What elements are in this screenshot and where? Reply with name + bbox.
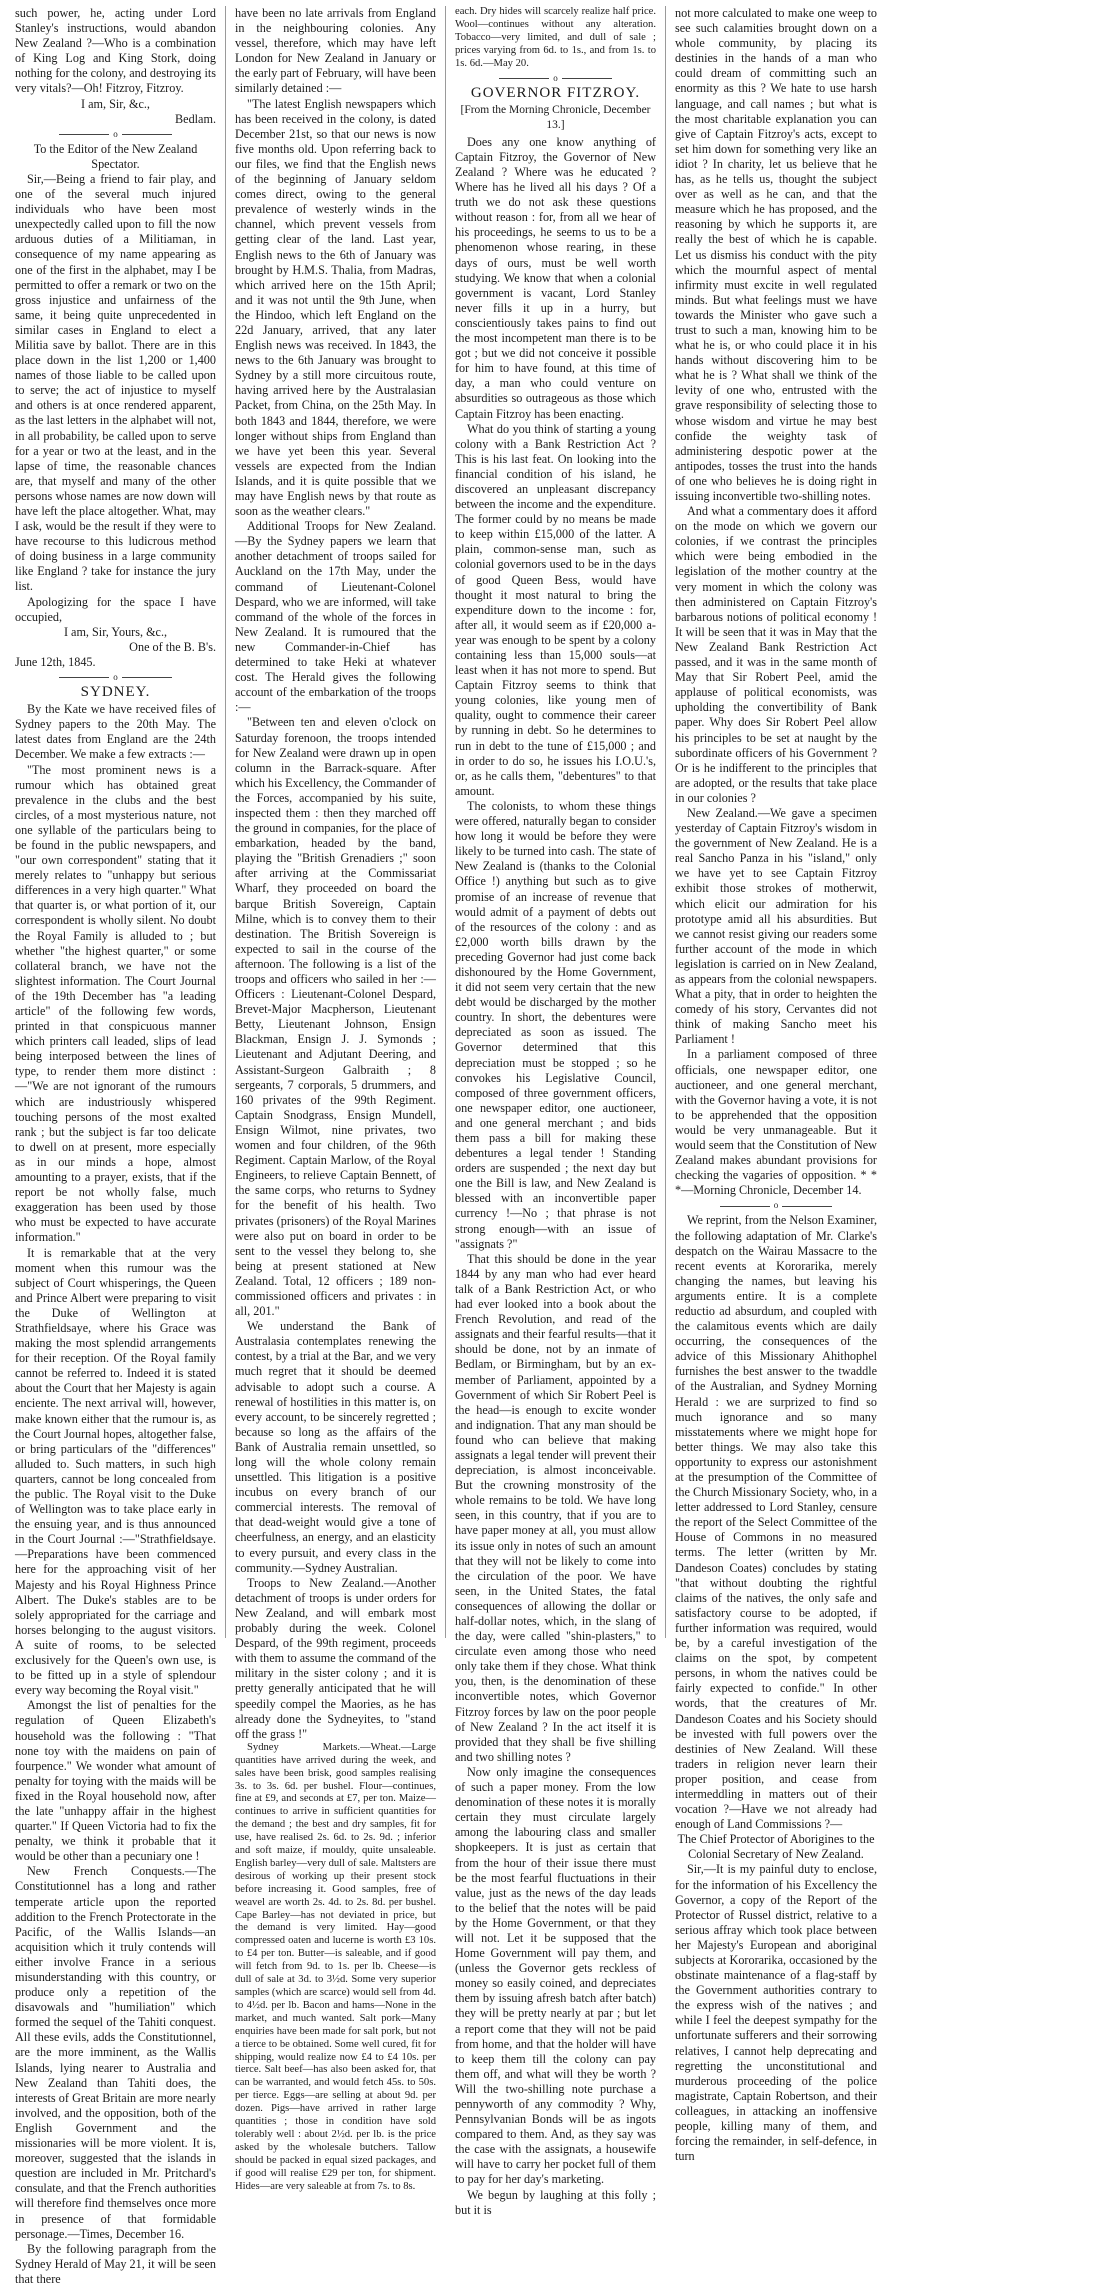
article-source: [From the Morning Chronicle, December 13.] — [460, 103, 651, 131]
article-paragraph: "Between ten and eleven o'clock on Saturday forenoon, the troops intended for New Zealand were drawn up in open column in the Barrack-square. After which his Excellency, the Commander of the Forces, accompanied by his suite, inspected them : then they marched off the ground in companies, for the place of embarkation, headed by the band, playing the "British Grenadiers ;" soon after arriving at the Commissariat Wharf, they proceeded on board the barque British Sovereign, Captain Milne, which is to convey them to their destination. The British Sovereign is expected to sail in the course of the afternoon. The following is a list of the troops and officers who sailed in her :—Officers : Lieutenant-Colonel Despard, Brevet-Major Macpherson, Lieutenant Betty, Lieutenant Johnson, Ensign Blackman, Ensign J. J. Symonds ; Lieutenant and Adjutant Deering, and Assistant-Surgeon Galbraith ; 8 sergeants, 7 corporals, 5 drummers, and 160 privates of the 99th Regiment. Captain Snodgrass, Ensign Mundell, Ensign Wilmot, nine privates, two women and four children, of the 96th Regiment. Captain Marlow, of the Royal Engineers, to relieve Captain Bennett, of the same corps, who returns to Sydney for the benefit of his health. Two privates (prisoners) of the Royal Marines were also put on board in order to be sent to the vessel they belong to, she being at present stationed at New Zealand. Total, 12 officers ; 189 non-commissioned officers and privates : in all, 201." — [235, 715, 436, 1319]
article-paragraph: And what a commentary does it afford on the mode on which we govern our colonies, if we contrast the principles which were being embodied in the legislation of the mother country at the very moment in which the colony was then administered on Captain Fitzroy's barbarous notions of political economy ! It will be seen that it was in May that the New Zealand Bank Restriction Act passed, and it was in the same month of May that Sir Robert Peel, amid the applause of political economists, was upholding the convertibility of Bank paper. Why does Sir Robert Peel allow his principles to be set at naught by the subordinate officers of his Government ? Or is he indifferent to the principles that are adopted, or the results that take place in our colonies ? — [675, 504, 877, 805]
article-paragraph: By the following paragraph from the Sydney Herald of May 21, it will be seen that there — [15, 2241, 216, 2286]
article-paragraph: Sir,—Being a friend to fair play, and one of the several much injured individuals who have been most unexpectedly called upon to fill the now arduous duties of a Militiaman, in consequence of my name appearing as one of the first in the alphabet, may I be permitted to offer a remark or two on the gross injustice and unfairness of the same, it being quite unprecedented in similar cases in England to elect a Militia save by ballot. There are in this place down in the list 1,200 or 1,400 names of those liable to be called upon to serve; the act of injustice to myself and others is at once rendered apparent, as the last letters in the alphabet will not, in all probability, be called upon to serve for a year or two at the least, and in the lapse of time, the reasonable chances are, that myself and many of the other persons whose names are now down will have left the place altogether. What, may I ask, would be the result if they were to have recourse to this ludicrous method of doing business in a large community like England ? take for instance the jury list. — [15, 171, 216, 594]
article-paragraph: What do you think of starting a young colony with a Bank Restriction Act ? This is his last feat. On looking into the financial condition of his island, he discovered an unpleasant discrepancy between the income and the expenditure. The former could by no means be made to keep within £15,000 of the latter. A plain, common-sense man, such as colonial governors used to be in the days of good Queen Bess, would have thought it most natural to bring the expenditure down to the income : for, after all, it would seem as if £20,000 a-year was enough to be spent by a colony containing less than 15,000 souls—at least when it has not more to spend. But Captain Fitzroy seems to think that young colonies, like young men of quality, ought to commence their career by running in debt. So he determines to run in debt to the tune of £15,000 ; and in order to do so, he issues his I.O.U.'s, or, as he calls them, "debentures" to that amount. — [455, 421, 656, 798]
article-paragraph: Amongst the list of penalties for the regulation of Queen Elizabeth's household was the following : "That none toy with the maidens on pain of fourpence." We wonder what amount of penalty for toying with the maids will be fixed in the Royal household now, after the late "unhappy affair in the highest quarter." If Queen Victoria had to fix the penalty, we think it probable that it would be other than a pecuniary one ! — [15, 1698, 216, 1864]
article-paragraph: By the Kate we have received files of Sydney papers to the 20th May. The latest dates from England are the 24th December. We make a few extracts :— — [15, 702, 216, 762]
article-paragraph: Sydney Markets.—Wheat.—Large quantities have arrived during the week, and sales have been brisk, good samples realising 3s. to 3s. 6d. per bushel. Flour—continues, fine at £9, and seconds at £7, per ton. Maize—continues to arrive in sufficient quantities for the demand ; the best and dry samples, fit for use, have realised 2s. 6d. to 2s. 9d. ; inferior and soft maize, if mouldy, quite unsaleable. English barley—very dull of sale. Maltsters are desirous of working up their present stock before increasing it. Good samples, free of weavel are worth 2s. 4d. to 2s. 8d. per bushel. Cape Barley—has not deviated in price, but the demand is very limited. Hay—good compressed oaten and lucerne is worth £3 10s. to £4 per ton. Butter—is saleable, and if good will fetch from 9d. to 1s. per lb. Cheese—is dull of sale at 3d. to 3½d. Some very superior samples (which are scarce) would sell from 4d. to 4½d. per lb. Bacon and hams—None in the market, and much wanted. Salt pork—Many enquiries have been made for salt pork, but not a tierce to be obtained. Some well cured, fit for shipping, would realize now £4 to £4 10s. per tierce. Salt beef—has also been asked for, that can be warranted, and would fetch 45s. to 50s. per tierce. Eggs—are selling at about 9d. per dozen. Pigs—have arrived in rather large quantities ; those in condition have sold tolerably well : about 2½d. per lb. is the price asked by the wholesale butchers. Tallow should be packed in equal sized packages, and if good will realise £29 per ton, for shipment. Hides—are very saleable at from 7s. to 8s. — [235, 1741, 436, 2192]
article-paragraph: have been no late arrivals from England in the neighbouring colonies. Any vessel, therefore, which may have left London for New Zealand in January or the early part of February, will have been similarly detained :— — [235, 6, 436, 96]
article-paragraph: "The most prominent news is a rumour which has obtained great prevalence in the clubs and the best circles, of a most mysterious nature, not one syllable of the particulars being to be found in the public newspapers, and "our own correspondent" stating that it merely relates to "unhappy but serious differences in a very high quarter." What that quarter is, or what portion of it, our correspondent is wholly silent. No doubt the Royal Family is alluded to ; but whether "the highest quarter," or some collateral branch, we have not the slightest information. The Court Journal of the 19th December has "a leading article" of the following few words, printed in that conspicuous manner which printers call leaded, slips of lead being interposed between the lines of type, to render them more distinct :—"We are not ignorant of the rumours which are industriously whispered touching persons of the most exalted rank ; but the subject is far too delicate to dwell on at present, more especially as in our minds a hope, almost amounting to a prayer, exists, that if the report be not wholly false, much exaggeration has been used by those who must be expected to have accurate information." — [15, 762, 216, 1245]
article-paragraph: We understand the Bank of Australasia contemplates renewing the contest, by a trial at the Bar, and we very much regret that it should be deemed advisable to adopt such a course. A renewal of hostilities in this matter is, on every account, to be sincerely regretted ; because so long as the affairs of the Bank of Australia remain unsettled, so long will the whole colony remain unsettled. This litigation is a positive incubus on every branch of our commercial interests. The removal of that dead-weight would give a tone of cheerfulness, an energy, and an elasticity to every pursuit, and every class in the community.—Sydney Australian. — [235, 1319, 436, 1575]
article-paragraph: "The latest English newspapers which has been received in the colony, is dated December 21st, so that our news is now five months old. Upon referring back to our files, we find that the English news of the beginning of January seldom comes direct, owing to the general prevalence of westerly winds in the channel, which prevent vessels from getting clear of the land. Last year, English news to the 6th of January was brought by H.M.S. Thalia, from Madras, which arrived here on the 15th April; and it was not until the 9th June, when the Hindoo, which left England on the 22d January, arrived, that any later English news was received. In 1843, the news to the 6th January was brought to Sydney by a still more circuitous route, having arrived here by the Australasian Packet, from China, on the 25th May. In both 1843 and 1844, therefore, we were longer without ships from England than we have yet been this year. Several vessels are expected from the Indian Islands, and it is quite possible that we may have English news by that route as soon as the weather clears." — [235, 96, 436, 519]
column-4 — [666, 6, 886, 2164]
column-2 — [226, 6, 446, 2192]
article-paragraph: Troops to New Zealand.—Another detachment of troops is under orders for New Zealand, and will embark most probably during the week. Colonel Despard, of the 99th regiment, proceeds with them to assume the command of the military in the sister colony ; and it is pretty generally anticipated that he will speedily compel the Maories, as he has already done the Sydneyites, to "stand off the grass !" — [235, 1575, 436, 1741]
column-3 — [446, 6, 666, 2217]
section-heading: SYDNEY. — [80, 684, 151, 701]
article-paragraph: In a parliament composed of three officials, one newspaper editor, one auctioneer, and one general merchant, with the Governor having a vote, it is not to be apprehended that the opposition would be very unmanageable. But it would seem that the Constitution of New Zealand makes abundant provisions for checking the vagaries of opposition. * * *—Morning Chronicle, December 14. — [675, 1047, 877, 1198]
article-paragraph: not more calculated to make one weep to see such calamities brought down on a whole community, by placing its destinies in the hands of a man who could dream of committing such an enormity as this ? We hate to use harsh language, and call names ; but what is the most charitable explanation you can give of Captain Fitzroy's acts, except to set him down for something very like an idiot ? In charity, let us believe that he has, as he tells us, thought the subject over as well as he can, and that the measure which he has proposed, and the reasoning by which he supports it, are really the best of which he is capable. Let us dismiss his conduct with the pity which the mournful aspect of mental infirmity must excite in well regulated minds. But what feelings must we have towards the Minister who gave such a trust to such a man, knowing him to be what he is, or who could place it in his hands without discovering him to be what he is ? What shall we think of the levity of one who, entrusted with the grave responsibility of selecting those to whose wisdom and virtue he may best confide the weighty task of administering despotic power at the antipodes, tosses the trust into the hands of one who believes he is doing right in issuing inconvertible two-shilling notes. — [675, 6, 877, 503]
article-paragraph: such power, he, acting under Lord Stanley's instructions, would abandon New Zealand ?—Who is a combination of King Log and King Stork, doing nothing for the colony, and destroying its very vitals?—Oh! Fitzroy, Fitzroy. — [15, 6, 216, 96]
article-paragraph: We reprint, from the Nelson Examiner, the following adaptation of Mr. Clarke's despatch on the Wairau Massacre to the recent events at Kororarika, merely changing the names, but leaving his arguments entire. It is a complete reductio ad absurdum, and coupled with the calamitous events which are daily occurring, the consequences of the advice of this Missionary Ahithophel furnishes the best answer to the twaddle of the Australian, and Sydney Morning Herald : we are surprized to find so much ignorance and so many misstatements where we might hope for better things. We may also take this opportunity to express our astonishment at the presumption of the Committee of the Church Missionary Society, who, in a letter addressed to Lord Stanley, censure the report of the Select Committee of the House of Commons in no measured terms. The letter (written by Mr. Dandeson Coates) concludes by stating "that without doubting the rightful claims of the natives, the only safe and satisfactory course to be adopted, if further information was required, would be, by a careful investigation of the claims on the spot, by competent persons, in whom the natives could be fairly expected to confide." In other words, that the creatures of Mr. Dandeson Coates and his Society should be invested with full powers over the destinies of New Zealand. Will these traders in religion never learn their proper position, and cease from intermeddling in matters out of their vocation ?—Have we not already had enough of Land Commissions ?— — [675, 1213, 877, 1832]
article-paragraph: each. Dry hides will scarcely realize half price. Wool—continues without any alteration. Tobacco—very limited, and dull of sale ; prices varying from 6d. to 1s., and from 1s. to 1s. 6d.—May 20. — [455, 6, 656, 69]
article-paragraph: It is remarkable that at the very moment when this rumour was the subject of Court whisperings, the Queen and Prince Albert were preparing to visit the Duke of Wellington at Strathfieldsaye, where his Grace was making the most splendid arrangements for their reception. Of the Royal family cannot be referred to. Indeed it is stated about the Court that her Majesty is again enciente. The next arrival will, however, make known either that the rumour is, as the Court Journal hopes, altogether false, or bring particulars of the "differences" alluded to. Such matters, in such high quarters, cannot be long concealed from the public. The Royal visit to the Duke of Wellington was to take place early in the ensuing year, and is thus announced in the Court Journal :—"Strathfieldsaye.—Preparations have been commenced here for the approaching visit of her Majesty and his Royal Highness Prince Albert. The Duke's stables are to be solely appropriated for the carriage and horses belonging to the august visitors. A suite of rooms, to be selected exclusively for the Queen's own use, is to be fitted up in a style of splendour every way becoming the Royal visit." — [15, 1245, 216, 1698]
article-paragraph: The colonists, to whom these things were offered, naturally began to consider how long it would be before they were likely to be turned into cash. The state of New Zealand is (thanks to the Colonial Office !) anything but such as to give promise of an increase of revenue that would admit of a payment of debts out of the resources of the colony : and as £2,000 worth bills drawn by the preceding Governor had just come back dishonoured by the Home Government, it did not seem very certain that the new debt would be discharged by the mother country. In short, the debentures were depreciated as soon as issued. The Governor determined that this depreciation must be stopped ; so he convokes his Legislative Council, composed of three government officers, one newspaper editor, one auctioneer, and one general merchant ; and bids them pass a bill for making these debentures a legal tender ! Standing orders are suspended ; the next day but one the Bill is law, and New Zealand is blessed with an inconvertible paper currency !—No ; that phrase is not strong enough—with an issue of "assignats ?" — [455, 798, 656, 1251]
article-paragraph: I am, Sir, &c., — [81, 96, 150, 111]
article-paragraph: June 12th, 1845. — [15, 654, 96, 669]
article-paragraph: The Chief Protector of Aborigines to the Colonial Secretary of New Zealand. — [677, 1832, 875, 1862]
column-1 — [6, 6, 226, 2286]
article-paragraph: Apologizing for the space I have occupied, — [15, 594, 216, 624]
section-heading: GOVERNOR FITZROY. — [470, 84, 641, 101]
article-paragraph: New French Conquests.—The Constitutionnel has a long and rather temperate article upon the reported addition to the French Protectorate in the Pacific, of the Wallis Islands—an acquisition which it truly contends will either involve France in a serious misunderstanding with this country, or produce only a repetition of the disavowals and "humiliation" which formed the sequel of the Tahiti conquest. All these evils, adds the Constitutionnel, are the more imminent, as the Wallis Islands, lying nearer to Australia and New Zealand than Tahiti does, the interests of Great Britain are more nearly involved, and the opposition, both of the English Government and the missionaries will be more violent. It is, moreover, suggested that the islands in question are included in Mr. Pritchard's consulate, and that the French authorities will therefore find themselves once more in presence of that formidable personage.—Times, December 16. — [15, 1864, 216, 2241]
article-paragraph: We begun by laughing at this folly ; but it is — [455, 2187, 656, 2217]
article-paragraph: That this should be done in the year 1844 by any man who had ever heard talk of a Bank Restriction Act, or who had ever looked into a book about the French Revolution, and read of the assignats and their fearful results—that it should be done, not by an inmate of Bedlam, or Birmingham, but by an ex-member of Parliament, appointed by a Government of which Sir Robert Peel is the head—is enough to excite wonder and indignation. That any man should be found who can believe that making assignats a legal tender will prevent their depreciation, is almost inconceivable. But the crowning monstrosity of the whole remains to be told. We have long seen, in this country, that if you are to have paper money at all, you must allow its issue only in notes of such an amount that they will not be likely to come into the circulation of the poor. We have seen, in the United States, the fatal consequences of allowing the dollar or half-dollar notes, which, in the slang of the day, were called "shin-plasters," to circulate even among those who need only take them if they chose. What think you, then, is the denomination of these inconvertible notes, which Governor Fitzroy forces by law on the poor people of New Zealand ? In the act itself it is provided that they shall be five shilling and two shilling notes ? — [455, 1251, 656, 1764]
section-divider: o — [15, 130, 216, 139]
article-paragraph: Sir,—It is my painful duty to enclose, for the information of his Excellency the Governor, a copy of the Report of the Protector of Russel district, relative to a serious affray which took place between her Majesty's European and aboriginal subjects at Kororarika, occasioned by the obstinate maintenance of a flag-staff by the Government authorities contrary to the express wish of the natives ; and while I feel the deepest sympathy for the unfortunate sufferers and their sorrowing relatives, I cannot help deprecating and regretting the unconstitutional and murderous proceeding of the police magistrate, Captain Robertson, and their colleagues, in attacking an inoffensive people, killing many of them, and forcing the remainder, in self-defence, in turn — [675, 1862, 877, 2164]
newspaper-page — [6, 6, 1108, 2286]
article-paragraph: Does any one know anything of Captain Fitzroy, the Governor of New Zealand ? Where was he educated ? Where has he lived all his days ? Of a truth we do not ask these questions without reason : for, from all we hear of his proceedings, he seems to us to be a phenomenon whose rearing, in these days of ours, must be well worth studying. We know that when a colonial government is vacant, Lord Stanley never fills it up in a hurry, but conscientiously takes pains to find out the most incompetent man there is to be got ; but we did not conceive it possible for him to have found, at this time of day, a man who could venture on absurdities so outrageous as those which Captain Fitzroy has been enacting. — [455, 134, 656, 421]
section-divider: o — [15, 673, 216, 682]
article-paragraph: Bedlam. — [175, 111, 216, 126]
article-paragraph: Now only imagine the consequences of such a paper money. From the low denomination of these notes it is morally certain they must circulate largely among the labouring class and smaller shopkeepers. It is just as certain that from the hour of their issue there must be the most fearful fluctuations in their value, just as the news of the day leads to the belief that the notes will be paid by the Home Government, or that they will not. Let it be supposed that the Home Government will pay them, and (unless the Governor gets reckless of money so easily coined, and depreciates them by issuing afresh batch after batch) they will be pretty nearly at par ; but let a report come that they will not be paid from home, and that the holder will have to keep them till the colony can pay them off, and what will they be worth ? Will the two-shilling note purchase a pennyworth of any commodity ? Why, Pennsylvanian Bonds will be as ingots compared to them. And, as they say was the case with the assignats, a housewife will have to carry her pocket full of them to pay for her day's marketing. — [455, 1764, 656, 2187]
article-paragraph: To the Editor of the New Zealand Spectator. — [33, 141, 198, 171]
section-divider: o — [675, 1201, 877, 1210]
article-paragraph: I am, Sir, Yours, &c., — [63, 624, 168, 639]
article-paragraph: Additional Troops for New Zealand.—By the Sydney papers we learn that another detachment of troops sailed for Auckland on the 17th May, under the command of Lieutenant-Colonel Despard, who we are informed, will take command of the whole of the forces in New Zealand. It is rumoured that the new Commander-in-Chief has determined to take Heki at whatever cost. The Herald gives the following account of the embarkation of the troops :— — [235, 519, 436, 715]
section-divider: o — [455, 74, 656, 83]
article-paragraph: New Zealand.—We gave a specimen yesterday of Captain Fitzroy's wisdom in the government of New Zealand. He is a real Sancho Panza in his "island," only we have yet to see Captain Fitzroy exhibit those strokes of motherwit, which elicit our admiration for his prototype amid all his absurdities. But we cannot resist giving our readers some further account of the mode in which legislation is carried on in New Zealand, as appears from the colonial newspapers. What a pity, that in order to heighten the comedy of his story, Cervantes did not think of making Sancho meet his Parliament ! — [675, 805, 877, 1047]
article-paragraph: One of the B. B's. — [129, 639, 216, 654]
